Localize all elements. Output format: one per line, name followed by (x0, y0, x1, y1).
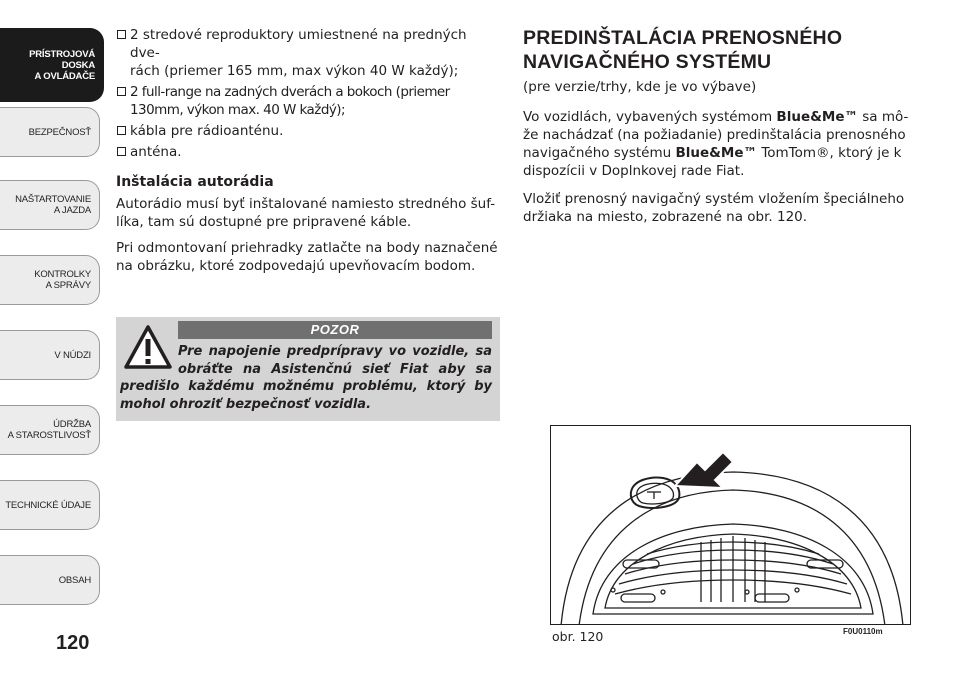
figure-caption: obr. 120 (552, 629, 604, 644)
list-item: kábla pre rádioanténu. (116, 122, 500, 140)
warning-header: POZOR (178, 321, 492, 339)
tab-kontrolky[interactable]: KONTROLKY A SPRÁVY (0, 255, 100, 305)
paragraph: Vo vozidlách, vybavených systémom Blue&Me™ sa mô-že nachádzať (na požiadanie) predinštalácia prenosného navigačného systému Blue&Me™ TomTom®, ktorý je k dispozícii v Doplnkovej rade Fiat. (523, 109, 909, 179)
warning-text: Pre napojenie predprípravy vo vozidle, sa obráťte na Asistenčnú sieť Fiat aby sa predišlo každému možnému problému, ktorý by mohol ohroziť bezpečnosť vozidla. (120, 344, 492, 412)
right-column (523, 26, 911, 236)
section-heading: Inštalácia autorádia (116, 174, 274, 190)
brand-name: Blue&Me™ (776, 109, 858, 125)
list-item: 2 stredové reproduktory umiestnené na predných dve- rách (priemer 165 mm, max výkon 40 W každý); (116, 26, 500, 80)
page-number: 120 (56, 632, 90, 654)
chapter-tabs (0, 0, 104, 640)
tab-bezpecnost[interactable]: BEZPEČNOSŤ (0, 107, 100, 157)
figure-dashboard-vent (550, 425, 911, 625)
warning-box (116, 317, 500, 421)
figure-code: F0U0110m (843, 627, 883, 636)
arrow-indicator-icon (675, 452, 733, 488)
paragraph: Autorádio musí byť inštalované namiesto stredného šuf-líka, tam sú dostupné pre pripravené káble. (116, 196, 496, 230)
dashboard-vent-illustration (551, 426, 911, 625)
tab-obsah[interactable]: OBSAH (0, 555, 100, 605)
page-title: PREDINŠTALÁCIA PRENOSNÉHO NAVIGAČNÉHO SYSTÉMU (523, 27, 843, 73)
left-column (116, 26, 500, 283)
brand-name: Blue&Me™ (675, 145, 758, 161)
tab-technicke-udaje[interactable]: TECHNICKÉ ÚDAJE (0, 480, 100, 530)
section-subtitle: (pre verzie/trhy, kde je vo výbave) (523, 79, 757, 95)
tab-pristrojova-doska[interactable]: PRÍSTROJOVÁ DOSKA A OVLÁDAČE (0, 28, 104, 102)
tab-udrzba[interactable]: ÚDRŽBA A STAROSTLIVOSŤ (0, 405, 100, 455)
paragraph: Vložiť prenosný navigačný systém vložením špeciálneho držiaka na miesto, zobrazené na obr. 120. (523, 191, 905, 225)
tab-v-nudzi[interactable]: V NÚDZI (0, 330, 100, 380)
paragraph: Pri odmontovaní priehradky zatlačte na body naznačené na obrázku, ktoré zodpovedajú upevňovacím bodom. (116, 240, 498, 274)
list-item: 2 full-range na zadných dverách a bokoch (priemer 130mm, výkon max. 40 W každý); (116, 83, 500, 119)
tab-nastartovanie[interactable]: NAŠTARTOVANIE A JAZDA (0, 180, 100, 230)
list-item: anténa. (116, 143, 500, 161)
